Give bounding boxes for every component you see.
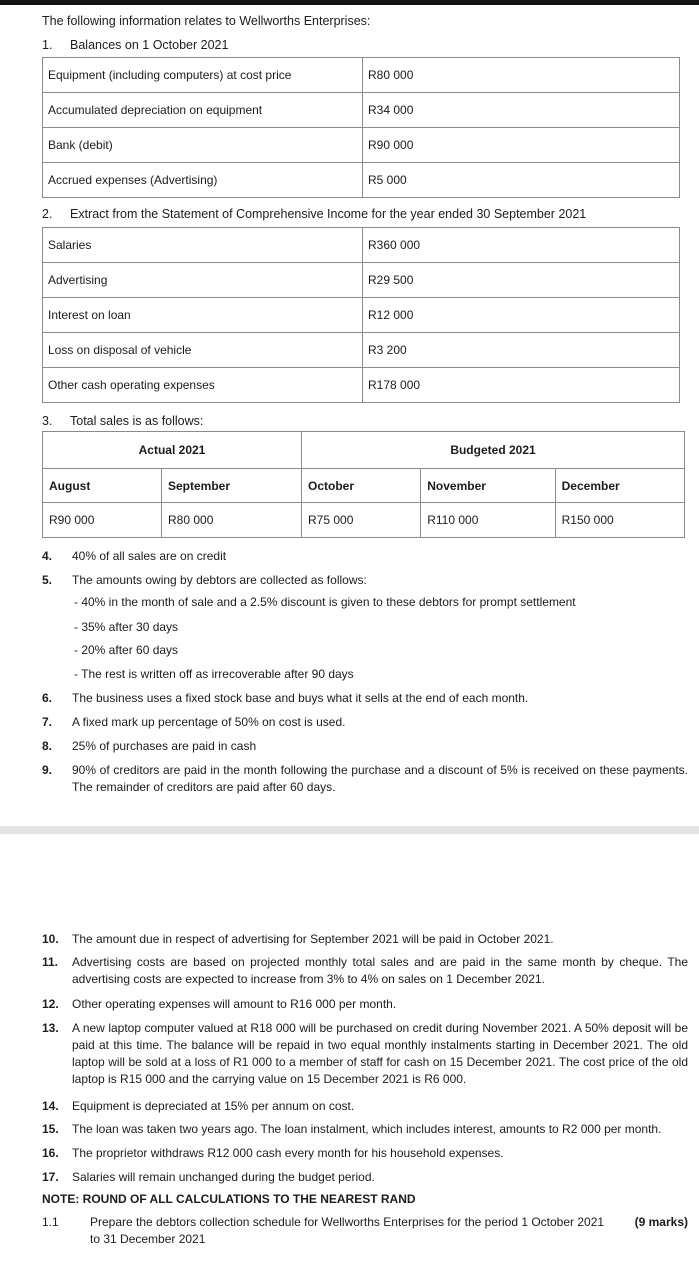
list-item (42, 738, 688, 755)
table-row (43, 333, 680, 368)
sales-value: R80 000 (162, 503, 302, 538)
collection-sub-item: - 35% after 30 days (74, 620, 179, 634)
item-text: A new laptop computer valued at R18 000 will be purchased on credit during November 2021. A 50% deposit will be paid at this time. The balance will be repaid in two equal monthly instalments starting in December 2021. The old laptop will be sold at a loss of R1 000 to a member of staff for cash on 15 December 2021. The cost price of the old laptop is R15 000 and the carrying value on 15 December 2021 is R6 000. (72, 1021, 688, 1086)
table-row (43, 93, 680, 128)
list-item (42, 572, 688, 589)
table-header-row (43, 432, 685, 469)
row-value: R178 000 (363, 368, 680, 403)
month-cell: November (421, 469, 555, 503)
row-label: Advertising (43, 263, 363, 298)
row-label: Accrued expenses (Advertising) (43, 163, 363, 198)
table-row (43, 228, 680, 263)
item-number: 5. (42, 573, 53, 587)
item-text: 40% of all sales are on credit (72, 549, 227, 563)
question-number: 1.1 (42, 1215, 59, 1229)
row-value: R5 000 (363, 163, 680, 198)
row-value: R12 000 (363, 298, 680, 333)
collection-sub-item: - 40% in the month of sale and a 2.5% discount is given to these debtors for prompt settlement (74, 595, 576, 609)
row-label: Equipment (including computers) at cost price (43, 58, 363, 93)
list-item (42, 1098, 688, 1115)
section-3-heading (42, 414, 203, 428)
table-row (43, 263, 680, 298)
budget-header: Budgeted 2021 (302, 432, 685, 469)
collection-sub-item: - The rest is written off as irrecoverable after 90 days (74, 667, 354, 681)
section-1-heading (42, 38, 228, 52)
table-row (43, 163, 680, 198)
month-cell: August (43, 469, 162, 503)
page-divider (0, 826, 699, 834)
item-text: Salaries will remain unchanged during the budget period. (72, 1170, 375, 1184)
item-text: 25% of purchases are paid in cash (72, 739, 257, 753)
section-2-title: Extract from the Statement of Comprehensive Income for the year ended 30 September 2021 (70, 207, 587, 221)
section-1-number: 1. (42, 38, 53, 52)
row-label: Salaries (43, 228, 363, 263)
section-3-number: 3. (42, 414, 53, 428)
item-number: 13. (42, 1021, 59, 1035)
item-text: The business uses a fixed stock base and buys what it sells at the end of each month. (72, 691, 529, 705)
list-item (42, 931, 688, 948)
row-value: R90 000 (363, 128, 680, 163)
sales-table (42, 431, 685, 538)
item-number: 6. (42, 691, 53, 705)
row-label: Loss on disposal of vehicle (43, 333, 363, 368)
item-number: 15. (42, 1122, 59, 1136)
row-value: R360 000 (363, 228, 680, 263)
item-number: 16. (42, 1146, 59, 1160)
item-number: 4. (42, 549, 53, 563)
section-2-heading (42, 207, 586, 221)
list-item (42, 1121, 688, 1138)
row-label: Bank (debit) (43, 128, 363, 163)
item-number: 8. (42, 739, 53, 753)
item-number: 9. (42, 763, 53, 777)
sales-value: R75 000 (302, 503, 421, 538)
sales-value: R90 000 (43, 503, 162, 538)
list-item (42, 1145, 688, 1162)
actual-header: Actual 2021 (43, 432, 302, 469)
sales-value: R110 000 (421, 503, 555, 538)
month-cell: October (302, 469, 421, 503)
item-number: 17. (42, 1170, 59, 1184)
table-row (43, 298, 680, 333)
item-number: 14. (42, 1099, 59, 1113)
item-text: The amount due in respect of advertising for September 2021 will be paid in October 2021. (72, 932, 554, 946)
question-text: Prepare the debtors collection schedule for Wellworths Enterprises for the period 1 October 2021 to 31 December 2021 (90, 1215, 605, 1246)
row-label: Accumulated depreciation on equipment (43, 93, 363, 128)
list-item (42, 1020, 688, 1088)
table-row (43, 368, 680, 403)
item-number: 10. (42, 932, 59, 946)
section-3-title: Total sales is as follows: (70, 414, 204, 428)
row-label: Other cash operating expenses (43, 368, 363, 403)
item-text: 90% of creditors are paid in the month following the purchase and a discount of 5% is received on these payments. The remainder of creditors are paid after 60 days. (72, 763, 688, 794)
row-label: Interest on loan (43, 298, 363, 333)
income-statement-table (42, 227, 680, 403)
row-value: R29 500 (363, 263, 680, 298)
list-item (42, 762, 688, 796)
values-row (43, 503, 685, 538)
question-marks: (9 marks) (634, 1215, 688, 1229)
sales-value: R150 000 (555, 503, 684, 538)
balances-table (42, 57, 680, 198)
row-value: R80 000 (363, 58, 680, 93)
item-text: The proprietor withdraws R12 000 cash every month for his household expenses. (72, 1146, 504, 1160)
section-2-number: 2. (42, 207, 53, 221)
list-item (42, 996, 688, 1013)
list-item (42, 1169, 688, 1186)
item-text: The loan was taken two years ago. The loan instalment, which includes interest, amounts to R2 000 per month. (72, 1122, 662, 1136)
month-cell: December (555, 469, 684, 503)
rounding-note: NOTE: ROUND OF ALL CALCULATIONS TO THE NEAREST RAND (42, 1192, 416, 1206)
item-number: 11. (42, 955, 59, 969)
months-row (43, 469, 685, 503)
intro-text: The following information relates to Wellworths Enterprises: (42, 14, 371, 28)
list-item (42, 690, 688, 707)
section-1-title: Balances on 1 October 2021 (70, 38, 229, 52)
table-row (43, 58, 680, 93)
item-text: Other operating expenses will amount to R16 000 per month. (72, 997, 397, 1011)
table-row (43, 128, 680, 163)
item-number: 12. (42, 997, 59, 1011)
month-cell: September (162, 469, 302, 503)
list-item (42, 954, 688, 988)
item-text: The amounts owing by debtors are collected as follows: (72, 573, 367, 587)
row-value: R3 200 (363, 333, 680, 368)
top-border (0, 0, 699, 5)
list-item (42, 714, 688, 731)
item-number: 7. (42, 715, 53, 729)
list-item (42, 548, 688, 565)
item-text: A fixed mark up percentage of 50% on cost is used. (72, 715, 346, 729)
item-text: Equipment is depreciated at 15% per annum on cost. (72, 1099, 355, 1113)
collection-sub-item: - 20% after 60 days (74, 643, 179, 657)
row-value: R34 000 (363, 93, 680, 128)
item-text: Advertising costs are based on projected monthly total sales and are paid in the same month by cheque. The advertising costs are expected to increase from 3% to 4% on sales on 1 December 2021. (72, 955, 688, 986)
